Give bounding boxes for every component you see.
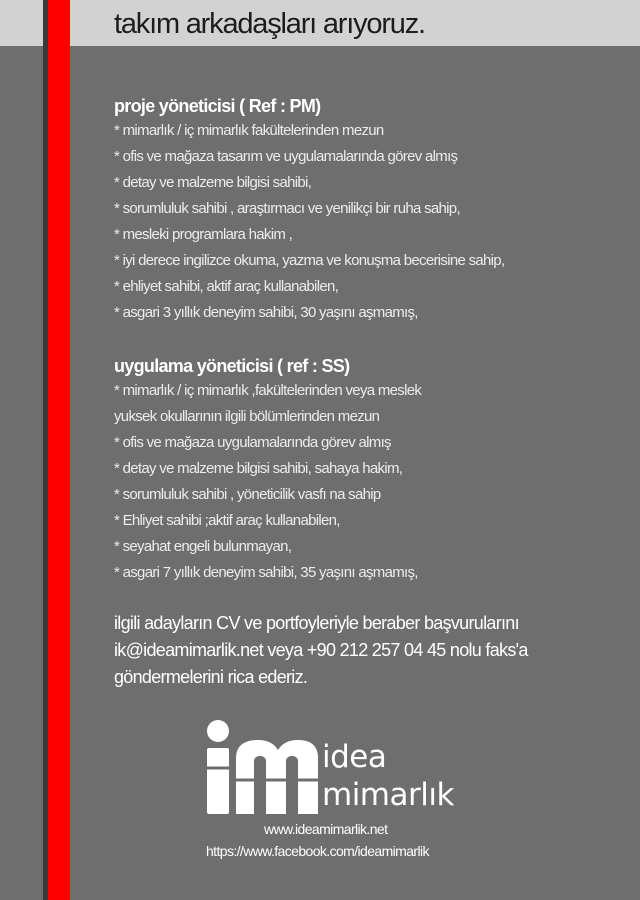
list-item: * detay ve malzeme bilgisi sahibi, xyxy=(114,174,312,191)
list-item: * asgari 7 yıllık deneyim sahibi, 35 yaşını aşmamış, xyxy=(114,564,418,581)
logo-i-dot-icon xyxy=(207,720,229,742)
list-item: * mesleki programlara hakim , xyxy=(114,226,293,243)
requirement-list xyxy=(114,378,614,586)
list-item: * mimarlık / iç mimarlık fakültelerinden mezun xyxy=(114,122,384,139)
logo-wordmark xyxy=(322,738,454,814)
closing-line: göndermelerini rica ederiz. xyxy=(114,667,308,687)
section-title: uygulama yöneticisi ( ref : SS) xyxy=(114,356,350,376)
facebook-link[interactable]: https://www.facebook.com/ideamimarlik xyxy=(206,843,429,859)
closing-line-contact: ik@ideamimarlik.net veya +90 212 257 04 45 nolu faks'a xyxy=(114,640,528,660)
closing-line: ilgili adayların CV ve portfoyleriyle beraber başvurularını xyxy=(114,613,519,633)
red-stripe xyxy=(48,0,70,900)
job-listings xyxy=(114,94,614,691)
logo-m-icon xyxy=(236,740,318,814)
requirement-list xyxy=(114,118,614,326)
website-link[interactable]: www.ideamimarlik.net xyxy=(264,821,388,837)
list-item: * sorumluluk sahibi , araştırmacı ve yenilikçi bir ruha sahip, xyxy=(114,200,460,217)
contact-links xyxy=(0,818,640,862)
section-title: proje yöneticisi ( Ref : PM) xyxy=(114,96,321,116)
logo-i-stem-icon xyxy=(207,748,229,814)
list-item: * ehliyet sahibi, aktif araç kullanabilen, xyxy=(114,278,339,295)
logo-line1: idea xyxy=(322,739,387,775)
list-item: * Ehliyet sahibi ;aktif araç kullanabilen, xyxy=(114,512,340,529)
section-project-manager xyxy=(114,94,614,326)
list-item: * mimarlık / iç mimarlık ,fakültelerinden veya meslek xyxy=(114,382,422,399)
page-title: takım arkadaşları arıyoruz. xyxy=(114,8,425,40)
logo-line2: mimarlık xyxy=(322,777,454,813)
list-item: * ofis ve mağaza tasarım ve uygulamalarında görev almış xyxy=(114,148,458,165)
list-item: * seyahat engeli bulunmayan, xyxy=(114,538,292,555)
application-note xyxy=(114,610,614,691)
list-item: * ofis ve mağaza uygulamalarında görev almış xyxy=(114,434,391,451)
section-site-manager xyxy=(114,354,614,586)
list-item: * sorumluluk sahibi , yöneticilik vasfı na sahip xyxy=(114,486,381,503)
list-item: * detay ve malzeme bilgisi sahibi, sahaya hakim, xyxy=(114,460,403,477)
list-item: * iyi derece ingilizce okuma, yazma ve konuşma becerisine sahip, xyxy=(114,252,505,269)
list-item: yuksek okullarının ilgili bölümlerinden mezun xyxy=(114,408,380,425)
list-item: * asgari 3 yıllık deneyim sahibi, 30 yaşını aşmamış, xyxy=(114,304,418,321)
